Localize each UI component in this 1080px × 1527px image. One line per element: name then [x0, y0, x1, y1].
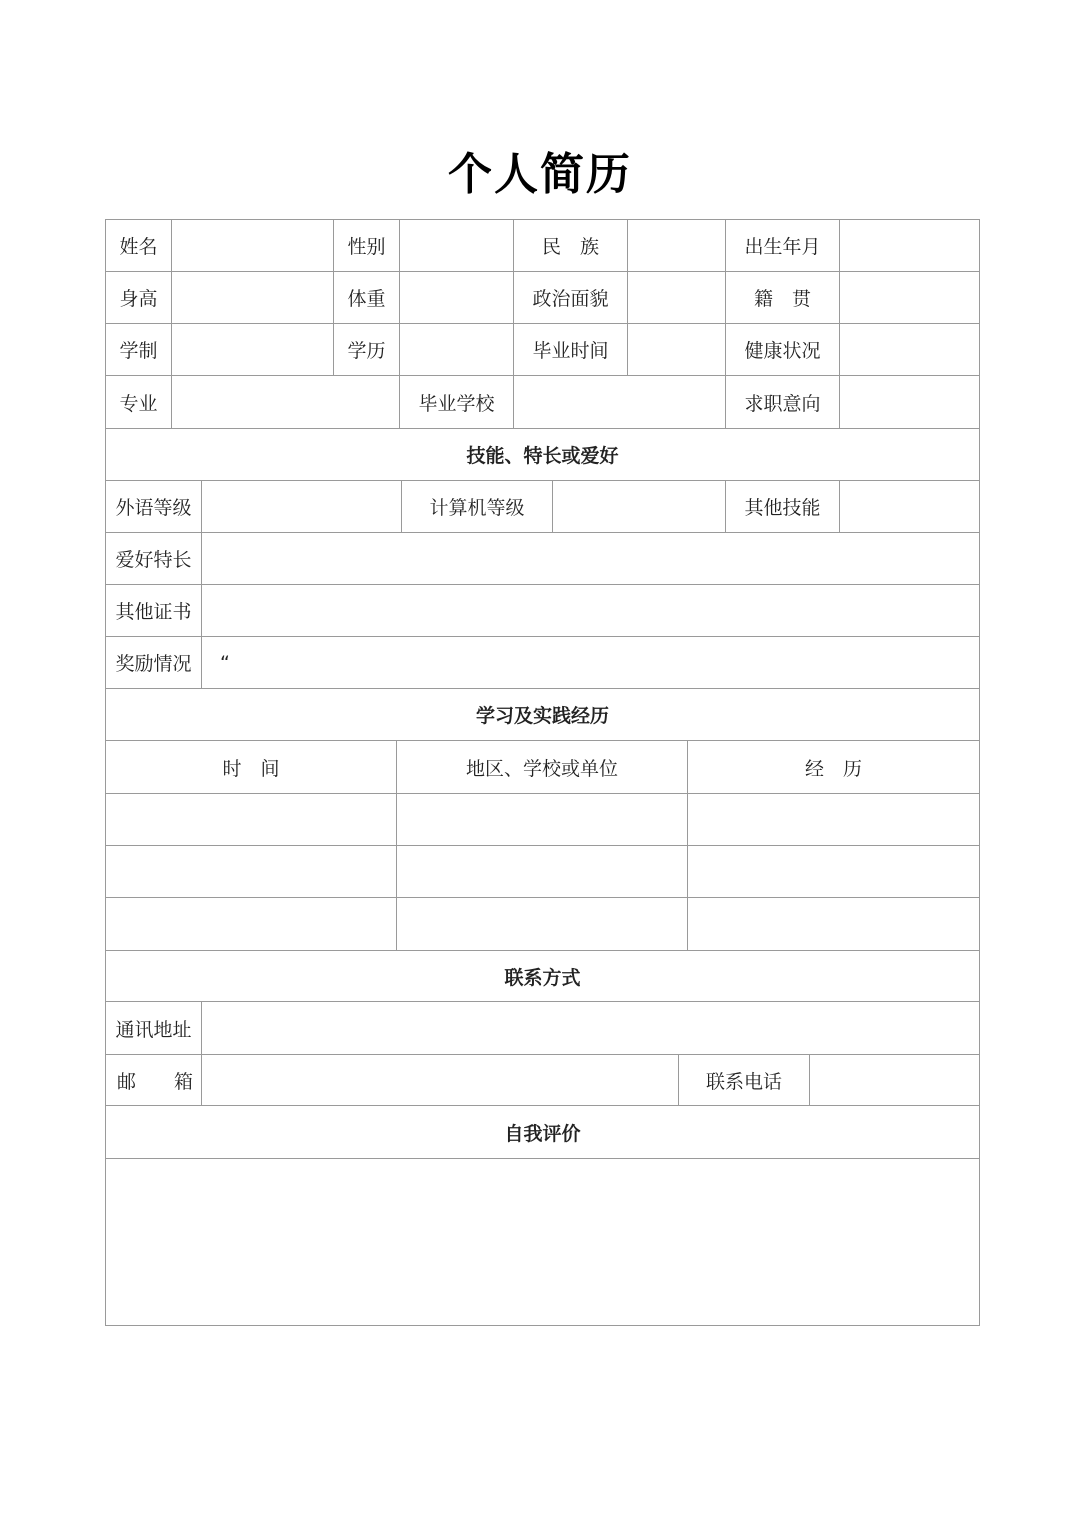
name-field[interactable] [171, 219, 334, 272]
computer-level-field[interactable] [552, 480, 726, 533]
gender-field[interactable] [399, 219, 514, 272]
native-field[interactable] [839, 271, 980, 324]
height-field[interactable] [171, 271, 334, 324]
duration-field[interactable] [171, 323, 334, 376]
skills-header: 技能、特长或爱好 [105, 428, 980, 481]
self-evaluation-header: 自我评价 [105, 1105, 980, 1159]
experience-place-field[interactable] [396, 897, 688, 951]
school-label: 毕业学校 [399, 375, 514, 429]
address-label: 通讯地址 [105, 1001, 202, 1055]
awards-label: 奖励情况 [105, 636, 202, 689]
email-field[interactable] [201, 1054, 679, 1106]
phone-label: 联系电话 [678, 1054, 810, 1106]
job-label: 求职意向 [725, 375, 840, 429]
self-evaluation-field[interactable] [105, 1158, 980, 1326]
page-title: 个人简历 [448, 149, 632, 200]
degree-field[interactable] [399, 323, 514, 376]
politics-label: 政治面貌 [513, 271, 628, 324]
weight-label: 体重 [333, 271, 400, 324]
experience-time-field[interactable] [105, 897, 397, 951]
birth-field[interactable] [839, 219, 980, 272]
grad-time-label: 毕业时间 [513, 323, 628, 376]
hobby-field[interactable] [201, 532, 980, 585]
native-label: 籍 贯 [725, 271, 840, 324]
degree-label: 学历 [333, 323, 400, 376]
contact-header: 联系方式 [105, 950, 980, 1002]
duration-label: 学制 [105, 323, 172, 376]
ethnicity-label: 民 族 [513, 219, 628, 272]
height-label: 身高 [105, 271, 172, 324]
gender-label: 性别 [333, 219, 400, 272]
health-label: 健康状况 [725, 323, 840, 376]
foreign-language-label: 外语等级 [105, 480, 202, 533]
weight-field[interactable] [399, 271, 514, 324]
address-field[interactable] [201, 1001, 980, 1055]
hobby-label: 爱好特长 [105, 532, 202, 585]
foreign-language-field[interactable] [201, 480, 402, 533]
other-skills-field[interactable] [839, 480, 980, 533]
health-field[interactable] [839, 323, 980, 376]
experience-detail-field[interactable] [687, 845, 980, 898]
phone-field[interactable] [809, 1054, 980, 1106]
ethnicity-field[interactable] [627, 219, 726, 272]
experience-time-field[interactable] [105, 793, 397, 846]
name-label: 姓名 [105, 219, 172, 272]
birth-label: 出生年月 [725, 219, 840, 272]
experience-detail-field[interactable] [687, 897, 980, 951]
certificates-field[interactable] [201, 584, 980, 637]
experience-header: 学习及实践经历 [105, 688, 980, 741]
experience-col-exp: 经 历 [687, 740, 980, 794]
experience-detail-field[interactable] [687, 793, 980, 846]
certificates-label: 其他证书 [105, 584, 202, 637]
experience-place-field[interactable] [396, 845, 688, 898]
politics-field[interactable] [627, 271, 726, 324]
major-label: 专业 [105, 375, 172, 429]
job-field[interactable] [839, 375, 980, 429]
email-label: 邮 箱 [105, 1054, 202, 1106]
experience-time-field[interactable] [105, 845, 397, 898]
experience-col-place: 地区、学校或单位 [396, 740, 688, 794]
major-field[interactable] [171, 375, 400, 429]
other-skills-label: 其他技能 [725, 480, 840, 533]
computer-level-label: 计算机等级 [401, 480, 553, 533]
experience-place-field[interactable] [396, 793, 688, 846]
awards-field[interactable]: “ [201, 636, 980, 689]
school-field[interactable] [513, 375, 726, 429]
grad-time-field[interactable] [627, 323, 726, 376]
experience-col-time: 时 间 [105, 740, 397, 794]
